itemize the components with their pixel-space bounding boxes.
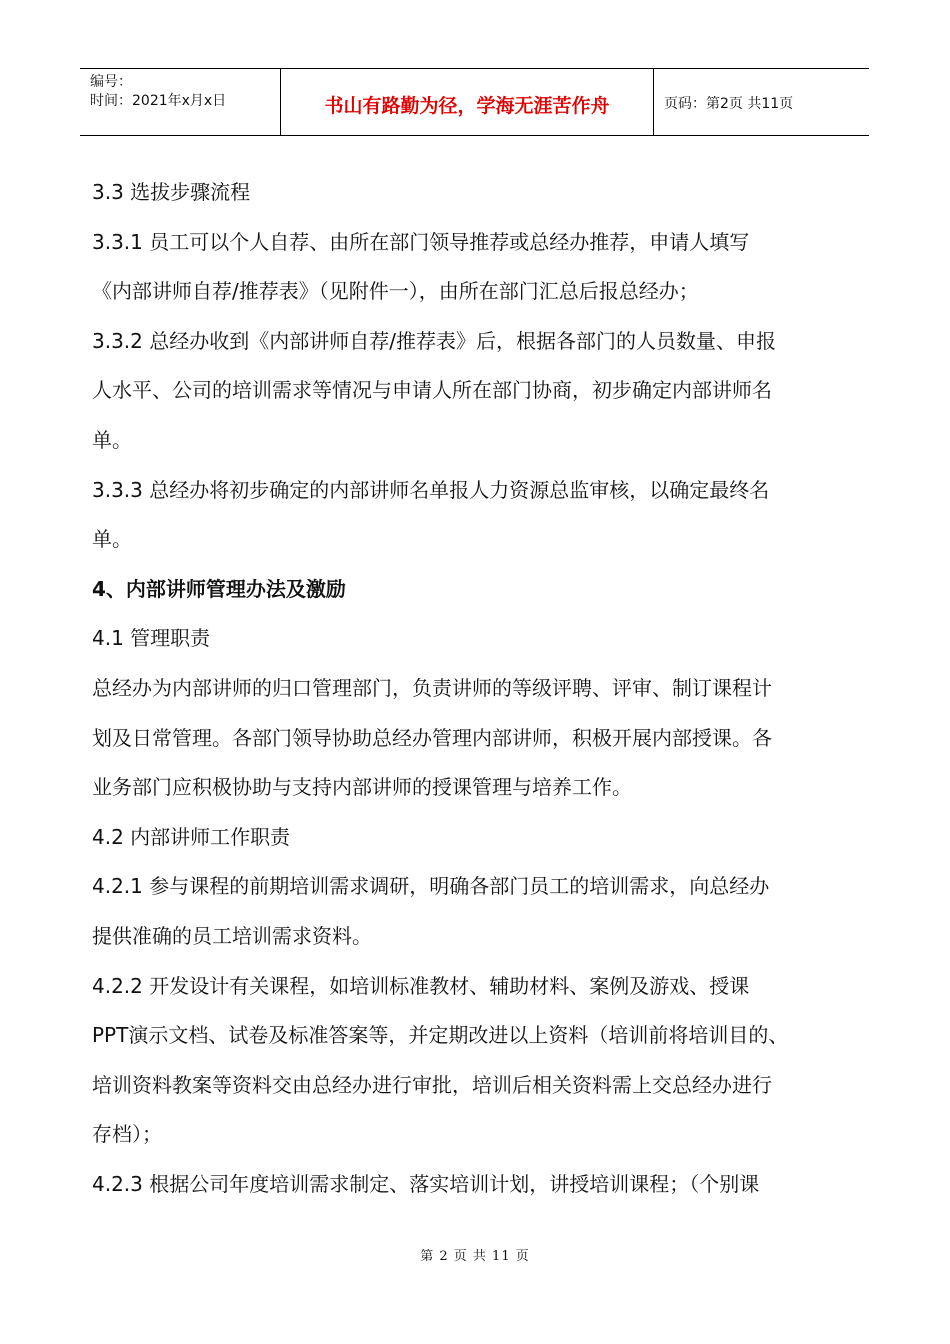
document-number-label: 编号： bbox=[90, 74, 132, 90]
paragraph-line: 划及日常管理。各部门领导协助总经办管理内部讲师，积极开展内部授课。各 bbox=[92, 725, 772, 750]
section-heading-4: 4、内部讲师管理办法及激励 bbox=[92, 576, 346, 601]
paragraph-line: 提供准确的员工培训需求资料。 bbox=[92, 923, 372, 948]
page-footer: 第 2 页 共 11 页 bbox=[420, 1249, 530, 1264]
paragraph-line: 4.2.3 根据公司年度培训需求制定、落实培训计划，讲授培训课程；（个别课 bbox=[92, 1171, 760, 1196]
paragraph-line: PPT演示文档、试卷及标准答案等，并定期改进以上资料（培训前将培训目的、 bbox=[92, 1023, 789, 1048]
paragraph-line: 单。 bbox=[92, 527, 132, 552]
paragraph-line: 4.2.2 开发设计有关课程，如培训标准教材、辅助材料、案例及游戏、授课 bbox=[92, 973, 750, 998]
paragraph-line: 3.3.2 总经办收到《内部讲师自荐/推荐表》后，根据各部门的人员数量、申报 bbox=[92, 328, 776, 353]
paragraph-line: 总经办为内部讲师的归口管理部门，负责讲师的等级评聘、评审、制订课程计 bbox=[92, 675, 772, 700]
paragraph-line: 单。 bbox=[92, 427, 132, 452]
header-motto: 书山有路勤为径，学海无涯苦作舟 bbox=[281, 69, 654, 135]
document-time-label: 时间：2021年x月x日 bbox=[90, 93, 227, 109]
paragraph-line: 业务部门应积极协助与支持内部讲师的授课管理与培养工作。 bbox=[92, 775, 632, 800]
section-heading-3-3: 3.3 选拔步骤流程 bbox=[92, 180, 251, 204]
section-heading-4-2: 4.2 内部讲师工作职责 bbox=[92, 824, 291, 849]
paragraph-line: 3.3.3 总经办将初步确定的内部讲师名单报人力资源总监审核，以确定最终名 bbox=[92, 477, 770, 502]
paragraph-line: 培训资料教案等资料交由总经办进行审批，培训后相关资料需上交总经办进行 bbox=[92, 1072, 772, 1097]
header-page-info: 页码：第2页 共11页 bbox=[664, 96, 794, 112]
paragraph-line: 4.2.1 参与课程的前期培训需求调研，明确各部门员工的培训需求，向总经办 bbox=[92, 874, 770, 899]
paragraph-line: 人水平、公司的培训需求等情况与申请人所在部门协商，初步确定内部讲师名 bbox=[92, 378, 772, 403]
page-header bbox=[80, 68, 869, 136]
header-meta bbox=[80, 69, 281, 135]
paragraph-line: 《内部讲师自荐/推荐表》（见附件一），由所在部门汇总后报总经办； bbox=[92, 279, 699, 304]
section-heading-4-1: 4.1 管理职责 bbox=[92, 626, 211, 651]
document-body bbox=[92, 168, 862, 1209]
paragraph-line: 3.3.1 员工可以个人自荐、由所在部门领导推荐或总经办推荐，申请人填写 bbox=[92, 229, 750, 254]
paragraph-line: 存档）； bbox=[92, 1122, 162, 1147]
